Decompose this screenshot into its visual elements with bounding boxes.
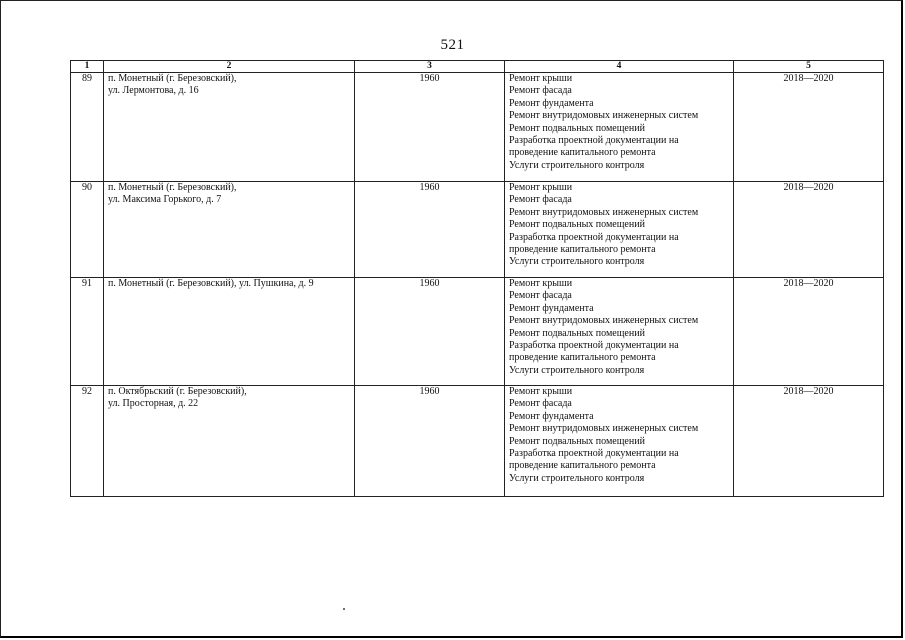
work-item: Ремонт подвальных помещений (509, 219, 645, 231)
column-header-3: 3 (355, 61, 505, 73)
address-line: ул. Лермонтова, д. 16 (108, 85, 199, 97)
address-cell (104, 73, 355, 182)
work-item: Ремонт внутридомовых инженерных систем (509, 206, 699, 218)
work-item: Услуги строительного контроля (509, 256, 645, 268)
address-line: ул. Просторная, д. 22 (108, 398, 199, 410)
work-item: Услуги строительного контроля (509, 159, 645, 171)
work-item: Ремонт крыши (509, 386, 573, 397)
work-item: Услуги строительного контроля (509, 472, 645, 484)
work-item: Разработка проектной документации на (509, 231, 679, 243)
table-row (71, 73, 884, 182)
period-cell: 2018—2020 (734, 278, 884, 386)
address-line: п. Монетный (г. Березовский), (108, 182, 237, 193)
work-item: Ремонт внутридомовых инженерных систем (509, 423, 699, 435)
column-header-4: 4 (505, 61, 734, 73)
year-cell: 1960 (355, 73, 505, 182)
address-line: п. Монетный (г. Березовский), ул. Пушкина, д. 9 (108, 278, 314, 289)
work-item: проведение капитального ремонта (509, 147, 656, 159)
works-cell (505, 182, 734, 278)
repair-schedule-table (70, 60, 884, 497)
work-item: Ремонт подвальных помещений (509, 122, 645, 134)
work-item: проведение капитального ремонта (509, 244, 656, 256)
work-item: Разработка проектной документации на (509, 340, 679, 352)
work-item: Ремонт подвальных помещений (509, 327, 645, 339)
work-item: Ремонт фасада (509, 398, 572, 410)
table-row (71, 182, 884, 278)
work-item: Ремонт крыши (509, 278, 573, 289)
year-cell: 1960 (355, 182, 505, 278)
address-line: ул. Максима Горького, д. 7 (108, 194, 222, 206)
work-item: Ремонт крыши (509, 182, 573, 193)
address-cell (104, 386, 355, 497)
work-item: Ремонт фундамента (509, 97, 594, 109)
work-item: Ремонт фасада (509, 290, 572, 302)
address-line: п. Монетный (г. Березовский), (108, 73, 237, 84)
row-number: 90 (71, 182, 104, 278)
table-row (71, 386, 884, 497)
work-item: Ремонт подвальных помещений (509, 435, 645, 447)
work-item: Ремонт крыши (509, 73, 573, 84)
work-item: проведение капитального ремонта (509, 352, 656, 364)
works-cell (505, 73, 734, 182)
works-cell (505, 386, 734, 497)
work-item: Услуги строительного контроля (509, 364, 645, 376)
work-item: Ремонт фундамента (509, 302, 594, 314)
table-row (71, 278, 884, 386)
row-number: 91 (71, 278, 104, 386)
works-cell (505, 278, 734, 386)
row-number: 92 (71, 386, 104, 497)
work-item: Ремонт внутридомовых инженерных систем (509, 315, 699, 327)
scan-speck (343, 608, 345, 610)
period-cell: 2018—2020 (734, 386, 884, 497)
row-number: 89 (71, 73, 104, 182)
work-item: проведение капитального ремонта (509, 460, 656, 472)
address-cell (104, 182, 355, 278)
column-header-1: 1 (71, 61, 104, 73)
address-cell (104, 278, 355, 386)
work-item: Разработка проектной документации на (509, 448, 679, 460)
work-item: Ремонт внутридомовых инженерных систем (509, 110, 699, 122)
work-item: Ремонт фундамента (509, 410, 594, 422)
address-line: п. Октябрьский (г. Березовский), (108, 386, 247, 397)
column-header-5: 5 (734, 61, 884, 73)
year-cell: 1960 (355, 386, 505, 497)
year-cell: 1960 (355, 278, 505, 386)
work-item: Ремонт фасада (509, 194, 572, 206)
work-item: Ремонт фасада (509, 85, 572, 97)
work-item: Разработка проектной документации на (509, 135, 679, 147)
column-header-2: 2 (104, 61, 355, 73)
page-number: 521 (440, 37, 465, 53)
period-cell: 2018—2020 (734, 182, 884, 278)
period-cell: 2018—2020 (734, 73, 884, 182)
header-row (71, 61, 884, 73)
